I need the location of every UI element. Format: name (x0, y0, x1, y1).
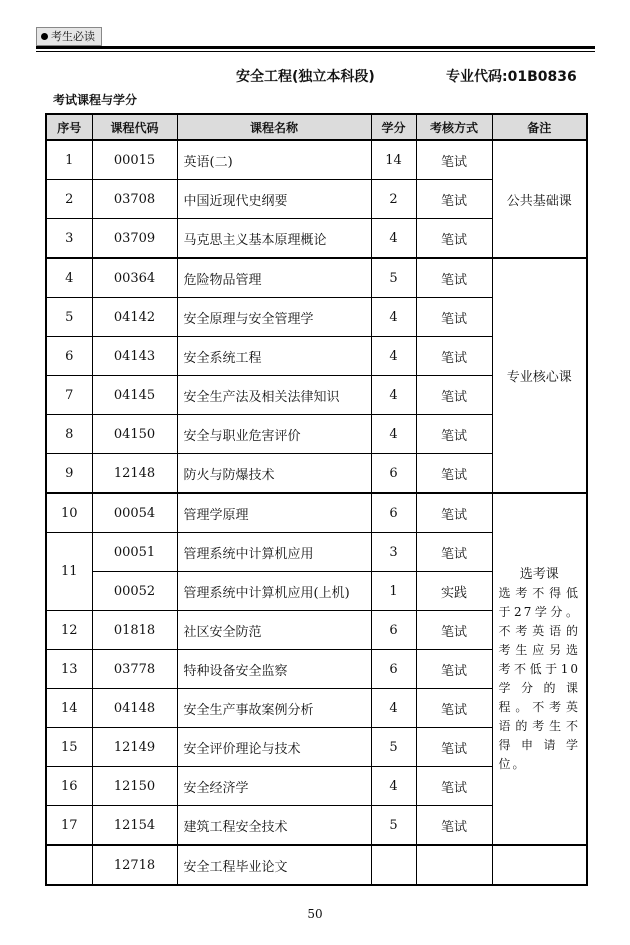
header-name: 课程名称 (177, 114, 371, 140)
cell-code: 12149 (92, 728, 177, 767)
cell-credit: 3 (371, 533, 416, 572)
bullet-icon (41, 33, 48, 40)
cell-credit: 6 (371, 611, 416, 650)
cell-no: 4 (46, 258, 92, 298)
cell-credit: 4 (371, 415, 416, 454)
cell-name: 安全原理与安全管理学 (177, 298, 371, 337)
cell-name: 英语(二) (177, 140, 371, 180)
cell-exam: 笔试 (416, 376, 492, 415)
cell-exam: 笔试 (416, 728, 492, 767)
cell-exam: 笔试 (416, 298, 492, 337)
header-credit: 学分 (371, 114, 416, 140)
cell-credit: 1 (371, 572, 416, 611)
cell-exam: 笔试 (416, 650, 492, 689)
cell-name: 危险物品管理 (177, 258, 371, 298)
cell-no: 3 (46, 219, 92, 259)
cell-credit: 5 (371, 728, 416, 767)
cell-no: 2 (46, 180, 92, 219)
cell-exam: 笔试 (416, 493, 492, 533)
table-row (46, 493, 587, 533)
cell-name: 社区安全防范 (177, 611, 371, 650)
cell-code: 12154 (92, 806, 177, 846)
cell-exam: 笔试 (416, 258, 492, 298)
cell-name: 安全生产事故案例分析 (177, 689, 371, 728)
cell-no: 7 (46, 376, 92, 415)
courses-table (45, 113, 588, 886)
note-public-basic: 公共基础课 (492, 140, 587, 258)
cell-name: 安全系统工程 (177, 337, 371, 376)
cell-exam: 笔试 (416, 337, 492, 376)
cell-code: 04143 (92, 337, 177, 376)
cell-note (492, 845, 587, 885)
cell-exam: 笔试 (416, 611, 492, 650)
page-number: 50 (307, 907, 323, 921)
cell-code: 03778 (92, 650, 177, 689)
cell-exam: 实践 (416, 572, 492, 611)
cell-credit: 4 (371, 376, 416, 415)
cell-name: 马克思主义基本原理概论 (177, 219, 371, 259)
header-rule-thick (36, 46, 595, 49)
header-note: 备注 (492, 114, 587, 140)
table-row (46, 140, 587, 180)
cell-credit: 6 (371, 493, 416, 533)
cell-code: 04142 (92, 298, 177, 337)
cell-exam: 笔试 (416, 219, 492, 259)
header-no: 序号 (46, 114, 92, 140)
cell-name: 管理学原理 (177, 493, 371, 533)
major-title: 安全工程(独立本科段) (236, 69, 375, 85)
cell-exam: 笔试 (416, 140, 492, 180)
note-major-core: 专业核心课 (492, 258, 587, 493)
cell-credit: 4 (371, 219, 416, 259)
cell-exam: 笔试 (416, 454, 492, 494)
cell-code: 00015 (92, 140, 177, 180)
cell-name: 管理系统中计算机应用(上机) (177, 572, 371, 611)
cell-credit: 4 (371, 767, 416, 806)
cell-exam: 笔试 (416, 533, 492, 572)
cell-credit: 6 (371, 454, 416, 494)
cell-no: 10 (46, 493, 92, 533)
note-elective-body: 选考不得低于27学分。不考英语的考生应另选考不低于10学分的课程。不考英语的考生不得申请学位。 (498, 585, 580, 771)
cell-code: 04148 (92, 689, 177, 728)
cell-name: 安全生产法及相关法律知识 (177, 376, 371, 415)
header-rule-thin (36, 51, 595, 52)
cell-name: 安全与职业危害评价 (177, 415, 371, 454)
cell-no: 16 (46, 767, 92, 806)
cell-exam: 笔试 (416, 415, 492, 454)
cell-credit: 5 (371, 806, 416, 846)
cell-credit: 14 (371, 140, 416, 180)
cell-credit (371, 845, 416, 885)
cell-credit: 4 (371, 689, 416, 728)
cell-code: 04145 (92, 376, 177, 415)
header-exam: 考核方式 (416, 114, 492, 140)
cell-code: 00364 (92, 258, 177, 298)
cell-no: 13 (46, 650, 92, 689)
cell-name: 防火与防爆技术 (177, 454, 371, 494)
cell-credit: 2 (371, 180, 416, 219)
cell-no: 11 (46, 533, 92, 611)
cell-credit: 6 (371, 650, 416, 689)
major-code: 专业代码:01B0836 (446, 69, 577, 85)
cell-name: 安全工程毕业论文 (177, 845, 371, 885)
cell-no: 1 (46, 140, 92, 180)
cell-exam (416, 845, 492, 885)
cell-exam: 笔试 (416, 767, 492, 806)
note-elective-title: 选考课 (519, 566, 559, 582)
cell-code: 03708 (92, 180, 177, 219)
cell-no: 12 (46, 611, 92, 650)
cell-exam: 笔试 (416, 180, 492, 219)
table-row (46, 845, 587, 885)
cell-name: 安全经济学 (177, 767, 371, 806)
table-row (46, 258, 587, 298)
cell-credit: 5 (371, 258, 416, 298)
cell-code: 04150 (92, 415, 177, 454)
cell-no: 15 (46, 728, 92, 767)
cell-name: 特种设备安全监察 (177, 650, 371, 689)
cell-name: 管理系统中计算机应用 (177, 533, 371, 572)
cell-no: 9 (46, 454, 92, 494)
cell-no: 5 (46, 298, 92, 337)
cell-exam: 笔试 (416, 806, 492, 846)
cell-code: 00054 (92, 493, 177, 533)
cell-code: 01818 (92, 611, 177, 650)
cell-no: 17 (46, 806, 92, 846)
section-tab (36, 27, 102, 46)
cell-code: 12148 (92, 454, 177, 494)
cell-code: 03709 (92, 219, 177, 259)
cell-no: 14 (46, 689, 92, 728)
cell-code: 00052 (92, 572, 177, 611)
section-tab-label: 考生必读 (51, 30, 95, 43)
cell-name: 建筑工程安全技术 (177, 806, 371, 846)
cell-credit: 4 (371, 298, 416, 337)
table-header-row (46, 114, 587, 140)
header-code: 课程代码 (92, 114, 177, 140)
cell-code: 12718 (92, 845, 177, 885)
cell-name: 中国近现代史纲要 (177, 180, 371, 219)
cell-no (46, 845, 92, 885)
cell-name: 安全评价理论与技术 (177, 728, 371, 767)
cell-code: 12150 (92, 767, 177, 806)
courses-section-label: 考试课程与学分 (53, 93, 138, 107)
cell-exam: 笔试 (416, 689, 492, 728)
cell-no: 6 (46, 337, 92, 376)
cell-code: 00051 (92, 533, 177, 572)
cell-credit: 4 (371, 337, 416, 376)
note-elective (492, 493, 587, 845)
cell-no: 8 (46, 415, 92, 454)
